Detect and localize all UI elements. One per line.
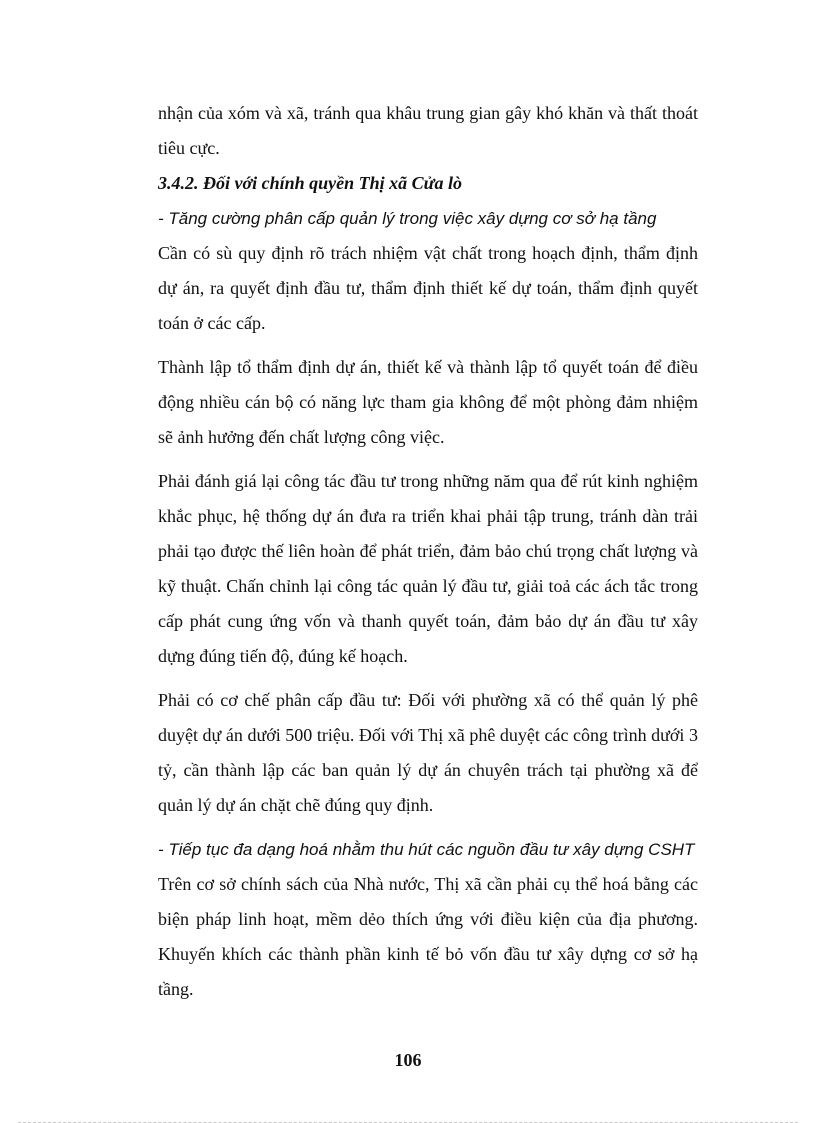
page-number: 106 [394, 1050, 422, 1070]
subheading-diversification: - Tiếp tục đa dạng hoá nhằm thu hút các nguồn đầu tư xây dựng CSHT [158, 840, 695, 859]
intro-paragraph [158, 96, 698, 166]
subheading-decentralization: - Tăng cường phân cấp quản lý trong việc xây dựng cơ sở hạ tầng [158, 209, 657, 228]
paragraph: Cần có sù quy định rõ trách nhiệm vật chất trong hoạch định, thẩm định dự án, ra quyết định đầu tư, thẩm định thiết kế dự toán, thẩm định quyết toán ở các cấp. [158, 243, 698, 333]
section-heading: 3.4.2. Đối với chính quyền Thị xã Cửa lò [158, 173, 462, 193]
paragraph: Phải có cơ chế phân cấp đầu tư: Đối với phường xã có thể quản lý phê duyệt dự án dưới 500 triệu. Đối với Thị xã phê duyệt các công trình dưới 3 tỷ, cần thành lập các ban quản lý dự án chuyên trách tại phường xã để quản lý dự án chặt chẽ đúng quy định. [158, 690, 698, 815]
document-body [158, 96, 698, 1007]
intro-text: nhận của xóm và xã, tránh qua khâu trung gian gây khó khăn và thất thoát tiêu cực. [158, 103, 698, 158]
paragraph: Trên cơ sở chính sách của Nhà nước, Thị xã cần phải cụ thể hoá bằng các biện pháp linh hoạt, mềm dẻo thích ứng với điều kiện của địa phương. Khuyến khích các thành phần kinh tế bỏ vốn đầu tư xây dựng cơ sở hạ tầng. [158, 874, 698, 999]
paragraph: Thành lập tổ thẩm định dự án, thiết kế và thành lập tổ quyết toán để điều động nhiều cán bộ có năng lực tham gia không để một phòng đảm nhiệm sẽ ảnh hưởng đến chất lượng công việc. [158, 357, 698, 447]
paragraph: Phải đánh giá lại công tác đầu tư trong những năm qua để rút kinh nghiệm khắc phục, hệ thống dự án đưa ra triển khai phải tập trung, tránh dàn trải phải tạo được thế liên hoàn để phát triển, đảm bảo chú trọng chất lượng và kỹ thuật. Chấn chỉnh lại công tác quản lý đầu tư, giải toả các ách tắc trong cấp phát cung ứng vốn và thanh quyết toán, đảm bảo dự án đầu tư xây dựng đúng tiến độ, đúng kế hoạch. [158, 471, 698, 666]
